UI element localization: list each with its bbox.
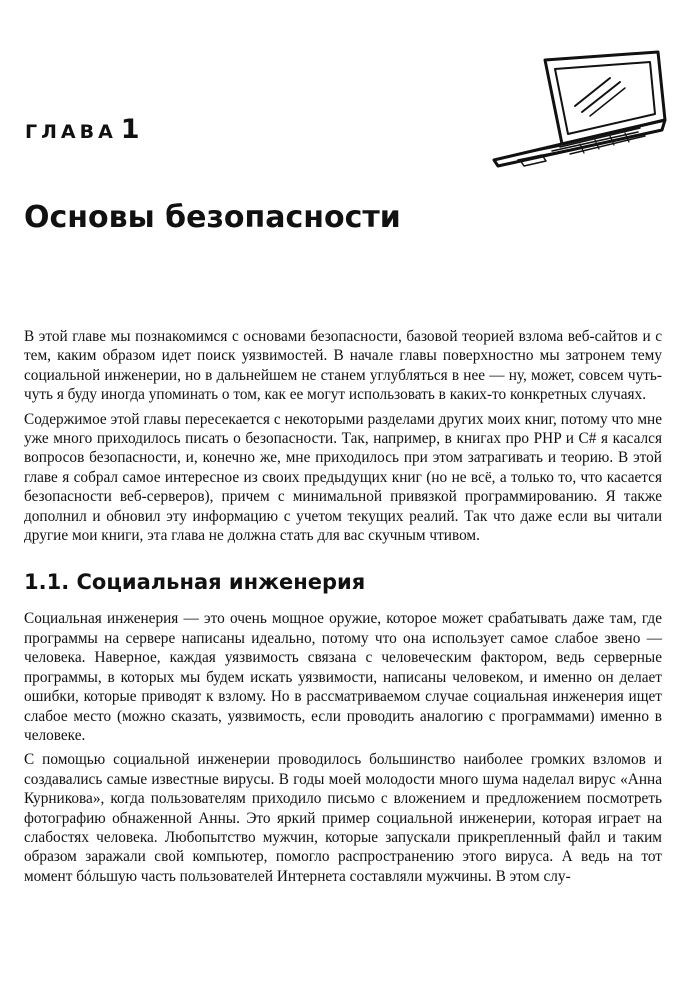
chapter-label-text: ГЛАВА [25,121,117,143]
section-paragraph-2: С помощью социальной инженерии проводилось большинство наиболее громких взломов и создавались самые известные вирусы. В годы моей молодости много шума наделал вирус «Анна Курникова», когда пользователям приходило письмо с вложением и предложением посмотреть фотографию обнаженной Анны. Это яркий пример социальной инженерии, которая играет на слабостях человека. Любопытство мужчин, которые запускали прикрепленный файл и таким образом заражали свой компьютер, помогло распространению этого вируса. А ведь на тот момент бóльшую часть пользователей Интернета составляли мужчины. В этом слу- [24,751,662,885]
chapter-number: 1 [120,114,140,145]
chapter-title: Основы безопасности [24,200,401,235]
page-body [24,327,662,891]
laptop-icon [490,48,670,173]
intro-paragraph-2: Содержимое этой главы пересекается с некоторыми разделами других моих книг, потому что мне уже много приходилось писать о безопасности. Так, например, в книгах про PHP и C# я касался вопросов безопасности, и, конечно же, мне приходилось при этом затрагивать и теорию. В этой главе я собрал самое интересное из своих предыдущих книг (но не всё, а только то, что касается безопасности веб-серверов), причем с минимальной привязкой программированию. Я также дополнил и обновил эту информацию с учетом текущих реалий. Так что даже если вы читали другие мои книги, эта глава не должна стать для вас скучным чтивом. [24,410,662,545]
chapter-label [25,114,140,145]
section-title: 1.1. Социальная инженерия [24,570,366,595]
intro-paragraph-1: В этой главе мы познакомимся с основами безопасности, базовой теорией взлома веб-сайтов и с тем, каким образом идет поиск уязвимостей. В начале главы поверхностно мы затронем тему социальной инженерии, но в дальнейшем не станем углубляться в нее — ну, может, совсем чуть-чуть я буду иногда упоминать о том, как ее могут использовать в каких-то конкретных случаях. [24,328,662,404]
section-paragraph-1: Социальная инженерия — это очень мощное оружие, которое может срабатывать даже там, где программы на сервере написаны идеально, потому что она использует самое слабое звено — человека. Наверное, каждая уязвимость связана с человеческим фактором, ведь серверные программы, в которых мы будем искать уязвимости, написаны человеком, и именно он делает ошибки, которые приводят к взлому. Но в рассматриваемом случае социальная инженерия ищет слабое место (можно сказать, уязвимость, если проводить аналогию с программами) именно в человеке. [24,610,662,744]
